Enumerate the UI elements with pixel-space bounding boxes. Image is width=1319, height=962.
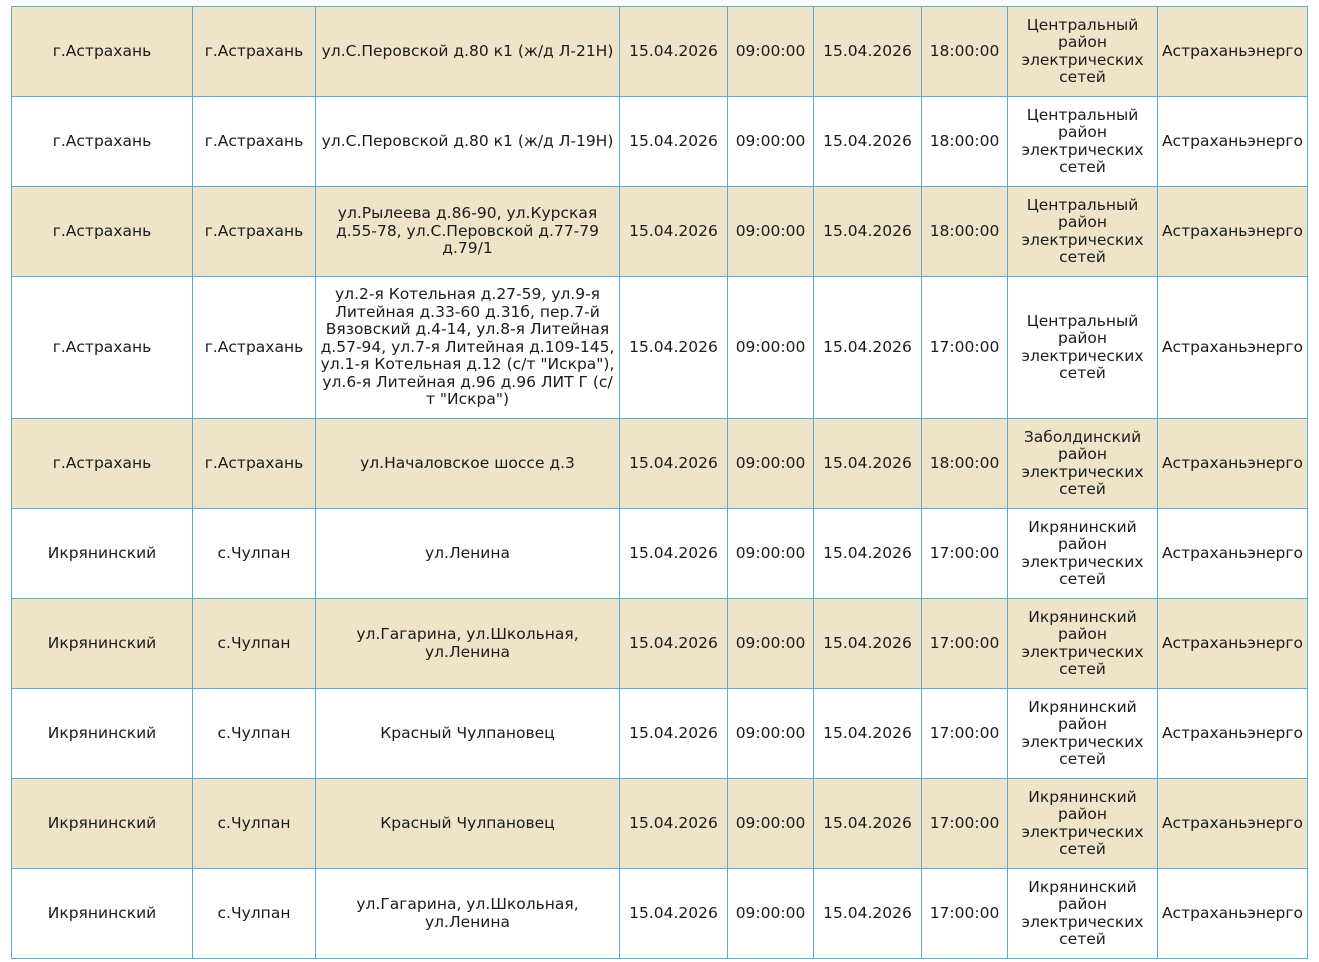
district-cell: г.Астрахань: [12, 277, 193, 419]
start-date-cell: 15.04.2026: [620, 97, 728, 187]
address-cell: ул.С.Перовской д.80 к1 (ж/д Л-21Н): [316, 7, 620, 97]
locality-cell: с.Чулпан: [193, 689, 316, 779]
district-cell: Икрянинский: [12, 509, 193, 599]
start-time-cell: 09:00:00: [728, 97, 814, 187]
end-date-cell: 15.04.2026: [814, 97, 922, 187]
start-date-cell: 15.04.2026: [620, 599, 728, 689]
district-cell: г.Астрахань: [12, 419, 193, 509]
end-time-cell: 17:00:00: [922, 869, 1008, 959]
res-cell: Центральный район электрических сетей: [1008, 97, 1158, 187]
address-cell: ул.Ленина: [316, 509, 620, 599]
start-date-cell: 15.04.2026: [620, 419, 728, 509]
table-row: [12, 187, 1308, 277]
company-cell: Астраханьэнерго: [1158, 869, 1308, 959]
address-cell: ул.2-я Котельная д.27-59, ул.9-я Литейная д.33-60 д.31б, пер.7-й Вязовский д.4-14, ул.8-я Литейная д.57-94, ул.7-я Литейная д.109-145, ул.1-я Котельная д.12 (с/т "Искра"), ул.6-я Литейная д.96 д.96 ЛИТ Г (с/т "Искра"): [316, 277, 620, 419]
start-time-cell: 09:00:00: [728, 7, 814, 97]
address-cell: Красный Чулпановец: [316, 779, 620, 869]
start-date-cell: 15.04.2026: [620, 689, 728, 779]
res-cell: Центральный район электрических сетей: [1008, 277, 1158, 419]
locality-cell: с.Чулпан: [193, 869, 316, 959]
start-date-cell: 15.04.2026: [620, 7, 728, 97]
end-time-cell: 18:00:00: [922, 97, 1008, 187]
address-cell: ул.Рылеева д.86-90, ул.Курская д.55-78, ул.С.Перовской д.77-79 д.79/1: [316, 187, 620, 277]
start-time-cell: 09:00:00: [728, 509, 814, 599]
company-cell: Астраханьэнерго: [1158, 509, 1308, 599]
start-time-cell: 09:00:00: [728, 277, 814, 419]
table-row: [12, 869, 1308, 959]
table-row: [12, 779, 1308, 869]
start-date-cell: 15.04.2026: [620, 779, 728, 869]
end-time-cell: 17:00:00: [922, 689, 1008, 779]
res-cell: Центральный район электрических сетей: [1008, 187, 1158, 277]
locality-cell: г.Астрахань: [193, 187, 316, 277]
district-cell: г.Астрахань: [12, 187, 193, 277]
end-date-cell: 15.04.2026: [814, 277, 922, 419]
company-cell: Астраханьэнерго: [1158, 779, 1308, 869]
company-cell: Астраханьэнерго: [1158, 689, 1308, 779]
outage-table: [11, 6, 1308, 959]
start-date-cell: 15.04.2026: [620, 277, 728, 419]
table-row: [12, 689, 1308, 779]
district-cell: Икрянинский: [12, 689, 193, 779]
start-date-cell: 15.04.2026: [620, 869, 728, 959]
end-date-cell: 15.04.2026: [814, 187, 922, 277]
company-cell: Астраханьэнерго: [1158, 599, 1308, 689]
address-cell: ул.С.Перовской д.80 к1 (ж/д Л-19Н): [316, 97, 620, 187]
table-row: [12, 419, 1308, 509]
locality-cell: с.Чулпан: [193, 509, 316, 599]
district-cell: г.Астрахань: [12, 97, 193, 187]
locality-cell: г.Астрахань: [193, 7, 316, 97]
start-time-cell: 09:00:00: [728, 779, 814, 869]
start-time-cell: 09:00:00: [728, 869, 814, 959]
end-time-cell: 17:00:00: [922, 277, 1008, 419]
locality-cell: г.Астрахань: [193, 97, 316, 187]
res-cell: Икрянинский район электрических сетей: [1008, 869, 1158, 959]
address-cell: ул.Началовское шоссе д.3: [316, 419, 620, 509]
end-time-cell: 17:00:00: [922, 779, 1008, 869]
address-cell: ул.Гагарина, ул.Школьная, ул.Ленина: [316, 869, 620, 959]
address-cell: ул.Гагарина, ул.Школьная, ул.Ленина: [316, 599, 620, 689]
table-row: [12, 599, 1308, 689]
district-cell: Икрянинский: [12, 779, 193, 869]
outage-table-container: [11, 6, 1307, 959]
company-cell: Астраханьэнерго: [1158, 97, 1308, 187]
locality-cell: с.Чулпан: [193, 599, 316, 689]
res-cell: Икрянинский район электрических сетей: [1008, 599, 1158, 689]
end-date-cell: 15.04.2026: [814, 779, 922, 869]
end-date-cell: 15.04.2026: [814, 509, 922, 599]
table-row: [12, 509, 1308, 599]
end-date-cell: 15.04.2026: [814, 869, 922, 959]
company-cell: Астраханьэнерго: [1158, 277, 1308, 419]
end-date-cell: 15.04.2026: [814, 419, 922, 509]
res-cell: Центральный район электрических сетей: [1008, 7, 1158, 97]
table-row: [12, 277, 1308, 419]
end-time-cell: 17:00:00: [922, 509, 1008, 599]
end-date-cell: 15.04.2026: [814, 599, 922, 689]
start-time-cell: 09:00:00: [728, 187, 814, 277]
address-cell: Красный Чулпановец: [316, 689, 620, 779]
end-date-cell: 15.04.2026: [814, 7, 922, 97]
res-cell: Икрянинский район электрических сетей: [1008, 509, 1158, 599]
end-time-cell: 18:00:00: [922, 419, 1008, 509]
end-date-cell: 15.04.2026: [814, 689, 922, 779]
start-date-cell: 15.04.2026: [620, 187, 728, 277]
company-cell: Астраханьэнерго: [1158, 187, 1308, 277]
res-cell: Икрянинский район электрических сетей: [1008, 779, 1158, 869]
locality-cell: г.Астрахань: [193, 419, 316, 509]
end-time-cell: 18:00:00: [922, 187, 1008, 277]
locality-cell: г.Астрахань: [193, 277, 316, 419]
district-cell: Икрянинский: [12, 869, 193, 959]
start-time-cell: 09:00:00: [728, 689, 814, 779]
start-date-cell: 15.04.2026: [620, 509, 728, 599]
res-cell: Заболдинский район электрических сетей: [1008, 419, 1158, 509]
end-time-cell: 18:00:00: [922, 7, 1008, 97]
locality-cell: с.Чулпан: [193, 779, 316, 869]
district-cell: Икрянинский: [12, 599, 193, 689]
company-cell: Астраханьэнерго: [1158, 7, 1308, 97]
start-time-cell: 09:00:00: [728, 419, 814, 509]
company-cell: Астраханьэнерго: [1158, 419, 1308, 509]
table-row: [12, 97, 1308, 187]
table-row: [12, 7, 1308, 97]
end-time-cell: 17:00:00: [922, 599, 1008, 689]
res-cell: Икрянинский район электрических сетей: [1008, 689, 1158, 779]
district-cell: г.Астрахань: [12, 7, 193, 97]
start-time-cell: 09:00:00: [728, 599, 814, 689]
